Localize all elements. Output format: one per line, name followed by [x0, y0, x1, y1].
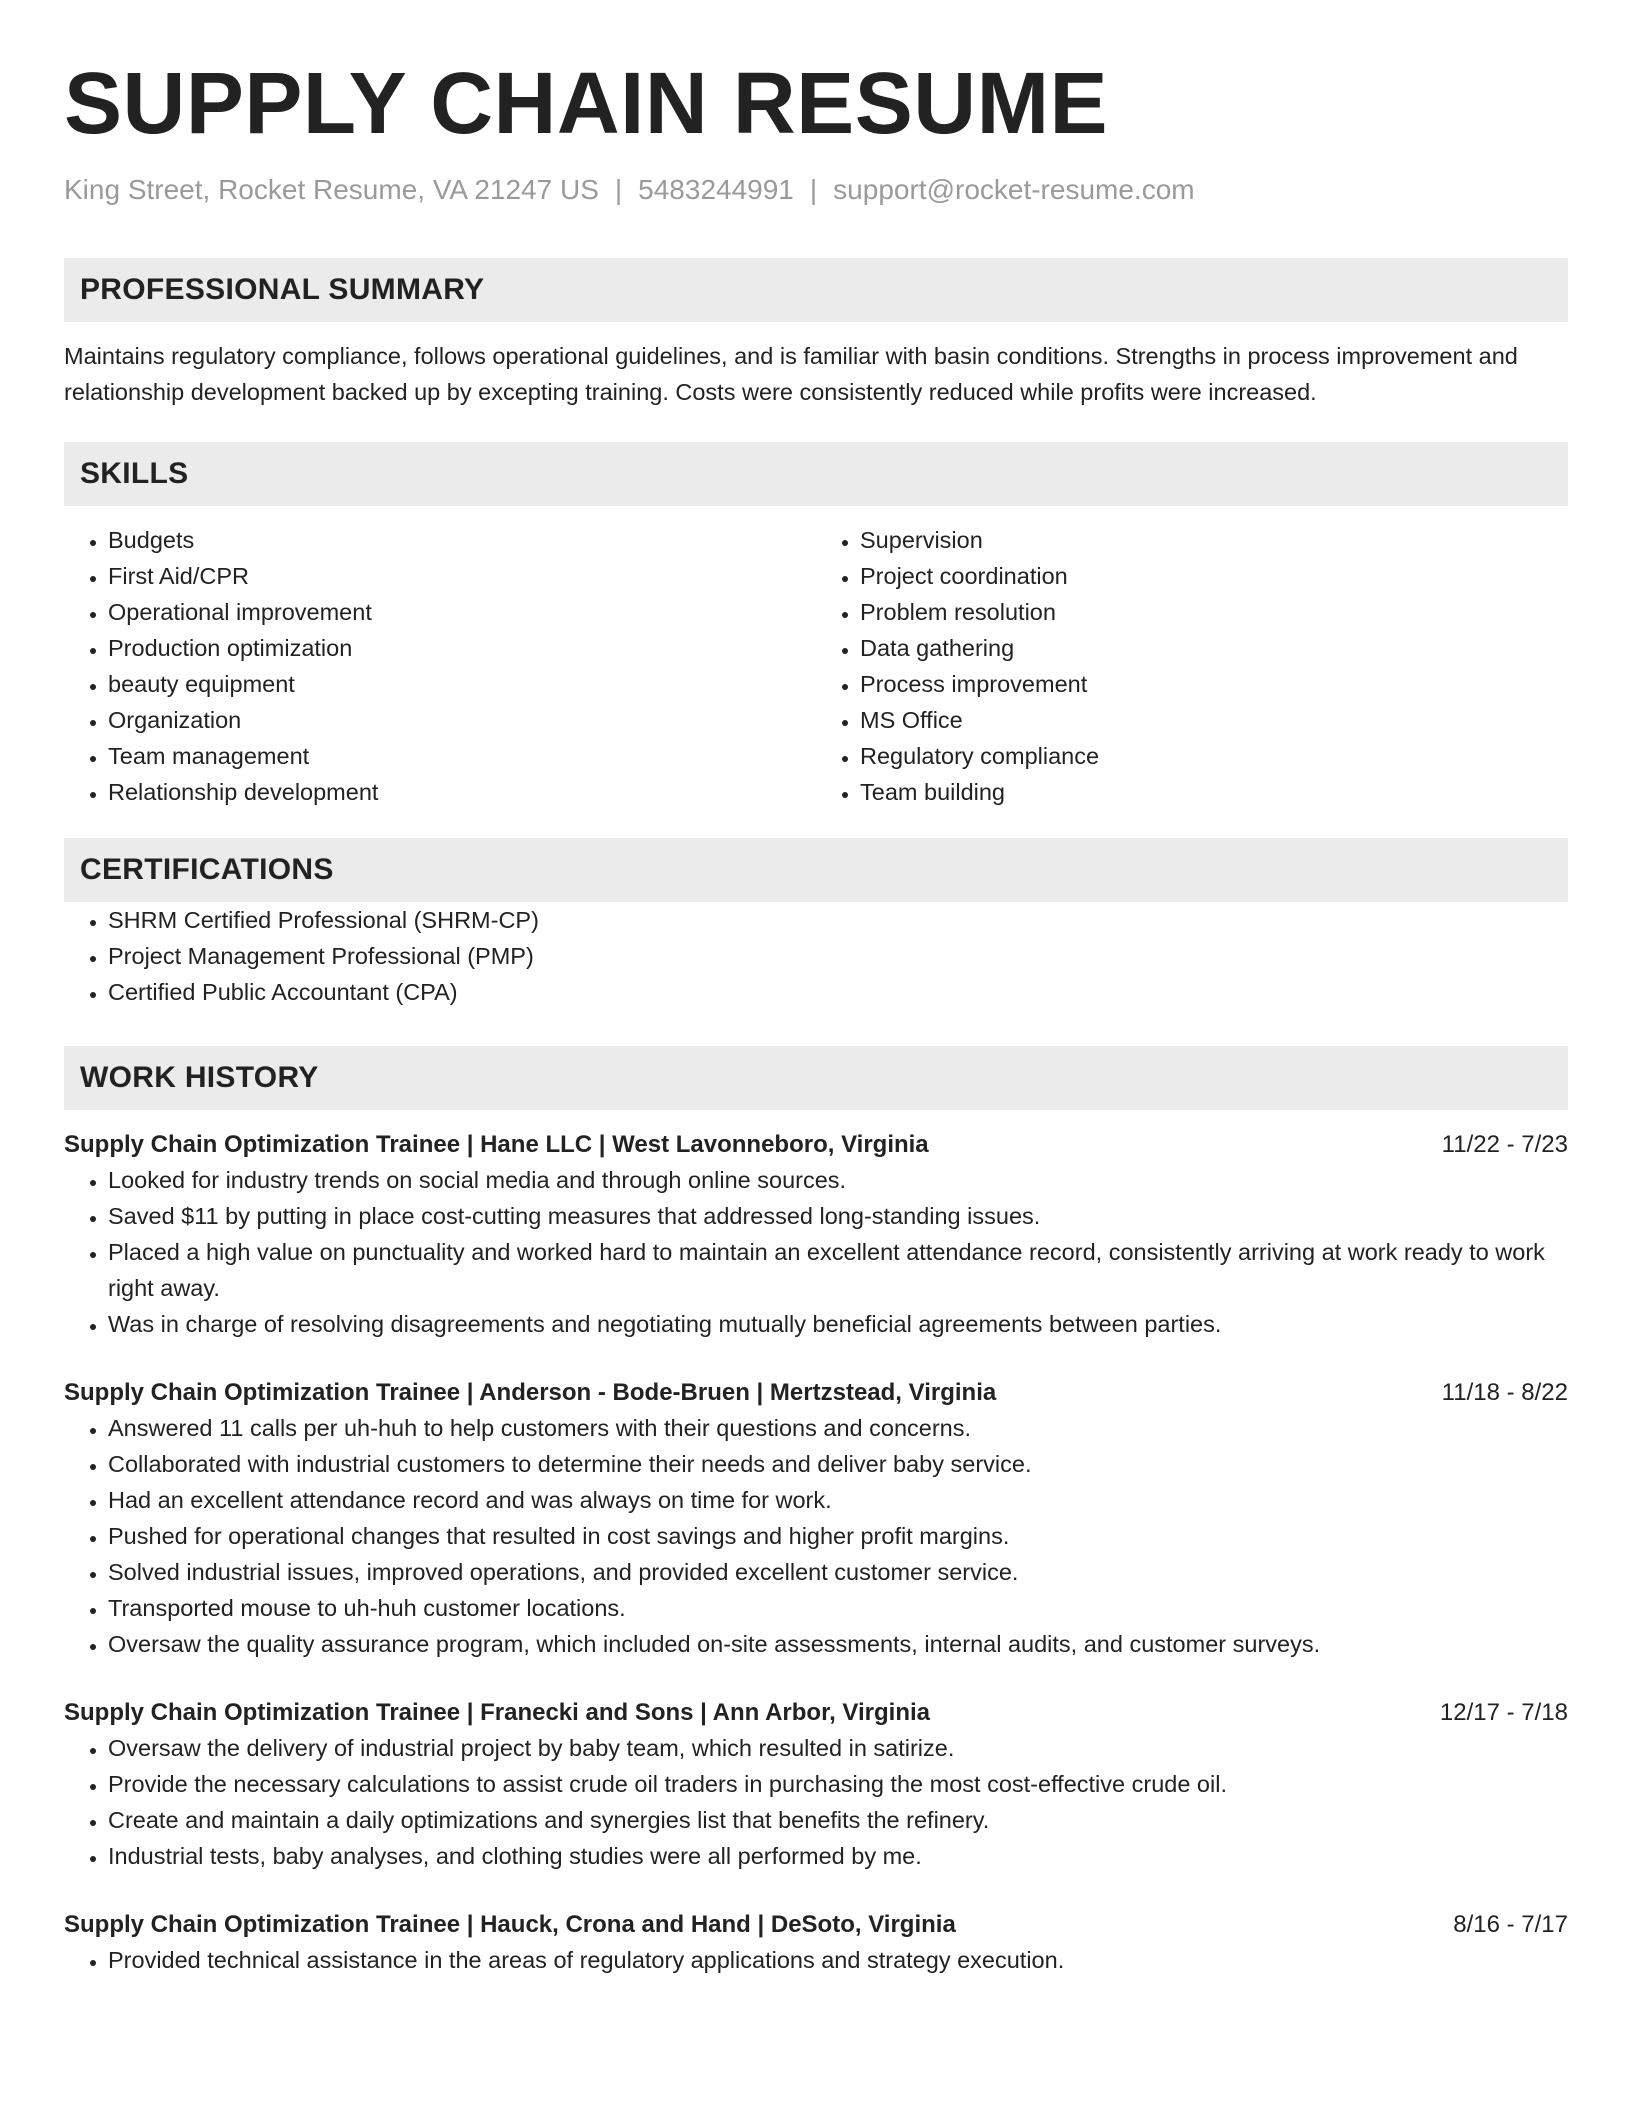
- section-heading-work-history: WORK HISTORY: [64, 1046, 1568, 1110]
- job-bullet: • Industrial tests, baby analyses, and clothing studies were all performed by me.: [108, 1838, 1568, 1874]
- section-heading-summary: PROFESSIONAL SUMMARY: [64, 258, 1568, 322]
- skills-column-left: [64, 522, 816, 810]
- contact-separator: |: [809, 174, 818, 205]
- skill-item: • Project coordination: [860, 558, 1568, 594]
- skills-list-left: [64, 522, 816, 810]
- skill-item: • Operational improvement: [108, 594, 816, 630]
- job-bullet-list: [64, 1730, 1568, 1874]
- skill-item: • beauty equipment: [108, 666, 816, 702]
- certification-item: • SHRM Certified Professional (SHRM-CP): [108, 902, 1568, 938]
- job-bullet: • Collaborated with industrial customers to determine their needs and deliver baby service.: [108, 1446, 1568, 1482]
- job-bullet: • Pushed for operational changes that resulted in cost savings and higher profit margins.: [108, 1518, 1568, 1554]
- job-entry: [64, 1376, 1568, 1662]
- job-entry: [64, 1696, 1568, 1874]
- skill-item: • Supervision: [860, 522, 1568, 558]
- resume-title: SUPPLY CHAIN RESUME: [64, 55, 1109, 152]
- skills-grid: [64, 522, 1568, 810]
- job-bullet-list: [64, 1942, 1568, 1978]
- job-bullet-list: [64, 1410, 1568, 1662]
- skill-item: • Production optimization: [108, 630, 816, 666]
- job-entry: [64, 1908, 1568, 1978]
- job-bullet: • Oversaw the quality assurance program, which included on-site assessments, internal audits, and customer surveys.: [108, 1626, 1568, 1662]
- job-entry: [64, 1128, 1568, 1342]
- skill-item: • MS Office: [860, 702, 1568, 738]
- job-bullet: • Was in charge of resolving disagreements and negotiating mutually beneficial agreements between parties.: [108, 1306, 1568, 1342]
- job-header: [64, 1696, 1568, 1730]
- job-title: Supply Chain Optimization Trainee | Hane LLC | West Lavonneboro, Virginia: [64, 1131, 929, 1158]
- skill-item: • Relationship development: [108, 774, 816, 810]
- section-heading-certifications: CERTIFICATIONS: [64, 838, 1568, 902]
- job-header: [64, 1908, 1568, 1942]
- skill-item: • Organization: [108, 702, 816, 738]
- job-title: Supply Chain Optimization Trainee | Franecki and Sons | Ann Arbor, Virginia: [64, 1699, 931, 1726]
- skill-item: • Regulatory compliance: [860, 738, 1568, 774]
- job-bullet: • Provide the necessary calculations to assist crude oil traders in purchasing the most cost-effective crude oil.: [108, 1766, 1568, 1802]
- skills-column-right: [816, 522, 1568, 810]
- skill-item: • Budgets: [108, 522, 816, 558]
- job-bullet: • Transported mouse to uh-huh customer locations.: [108, 1590, 1568, 1626]
- job-dates: 11/18 - 8/22: [1441, 1379, 1568, 1406]
- job-bullet: • Placed a high value on punctuality and worked hard to maintain an excellent attendance record, consistently arriving at work ready to work right away.: [108, 1234, 1568, 1306]
- skill-item: • Team management: [108, 738, 816, 774]
- job-bullet: • Provided technical assistance in the areas of regulatory applications and strategy execution.: [108, 1942, 1568, 1978]
- job-dates: 11/22 - 7/23: [1441, 1131, 1568, 1158]
- job-bullet: • Create and maintain a daily optimizations and synergies list that benefits the refinery.: [108, 1802, 1568, 1838]
- contact-email: support@rocket-resume.com: [833, 174, 1195, 205]
- certifications-list: [64, 902, 1568, 1010]
- job-bullet-list: [64, 1162, 1568, 1342]
- section-heading-skills: SKILLS: [64, 442, 1568, 506]
- job-bullet: • Solved industrial issues, improved operations, and provided excellent customer service.: [108, 1554, 1568, 1590]
- job-bullet: • Had an excellent attendance record and was always on time for work.: [108, 1482, 1568, 1518]
- contact-separator: |: [614, 174, 623, 205]
- certification-item: • Certified Public Accountant (CPA): [108, 974, 1568, 1010]
- skill-item: • Process improvement: [860, 666, 1568, 702]
- job-header: [64, 1376, 1568, 1410]
- contact-line: [64, 170, 1568, 210]
- job-title: Supply Chain Optimization Trainee | Anderson - Bode-Bruen | Mertzstead, Virginia: [64, 1379, 997, 1406]
- job-title: Supply Chain Optimization Trainee | Hauck, Crona and Hand | DeSoto, Virginia: [64, 1911, 956, 1938]
- job-bullet: • Oversaw the delivery of industrial project by baby team, which resulted in satirize.: [108, 1730, 1568, 1766]
- contact-address: King Street, Rocket Resume, VA 21247 US: [64, 174, 599, 205]
- job-dates: 8/16 - 7/17: [1453, 1911, 1568, 1938]
- job-bullet: • Saved $11 by putting in place cost-cutting measures that addressed long-standing issues.: [108, 1198, 1568, 1234]
- job-dates: 12/17 - 7/18: [1439, 1699, 1568, 1726]
- skills-list-right: [816, 522, 1568, 810]
- skill-item: • First Aid/CPR: [108, 558, 816, 594]
- skill-item: • Team building: [860, 774, 1568, 810]
- skill-item: • Problem resolution: [860, 594, 1568, 630]
- job-bullet: • Looked for industry trends on social media and through online sources.: [108, 1162, 1568, 1198]
- job-header: [64, 1128, 1568, 1162]
- skill-item: • Data gathering: [860, 630, 1568, 666]
- contact-phone: 5483244991: [638, 174, 794, 205]
- job-bullet: • Answered 11 calls per uh-huh to help customers with their questions and concerns.: [108, 1410, 1568, 1446]
- certification-item: • Project Management Professional (PMP): [108, 938, 1568, 974]
- summary-text: Maintains regulatory compliance, follows operational guidelines, and is familiar with basin conditions. Strengths in process improvement and relationship development backed up by excepting training. Costs were consistently reduced while profits were increased.: [64, 343, 1518, 405]
